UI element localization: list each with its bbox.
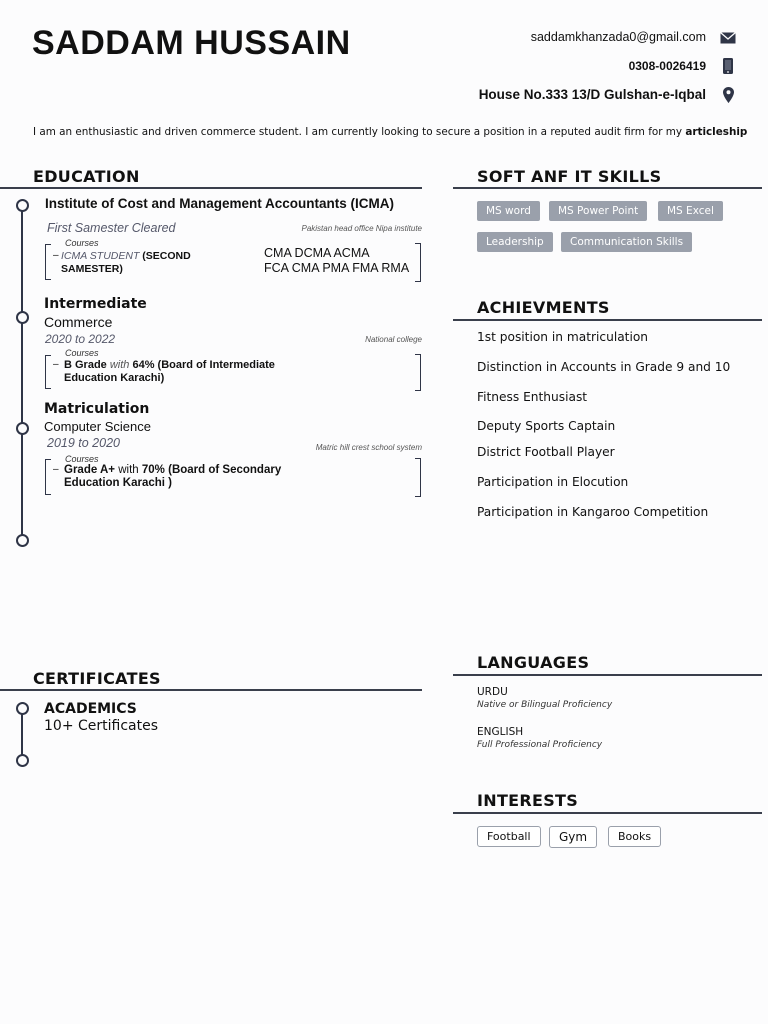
edu-intermediate-subtitle: Commerce: [44, 314, 113, 330]
email-text[interactable]: saddamkhanzada0@gmail.com: [530, 30, 706, 44]
courses-label: Courses: [65, 348, 99, 358]
resume-name: SADDAM HUSSAIN: [32, 24, 351, 62]
timeline-node: [16, 311, 29, 324]
edu-matric-dates: 2019 to 2020: [47, 436, 120, 450]
edu-icma-extra-1: CMA DCMA ACMA: [264, 246, 370, 260]
timeline-node: [16, 754, 29, 767]
education-rule: [0, 187, 422, 189]
interests-heading: INTERESTS: [477, 791, 579, 810]
language-name: ENGLISH: [477, 726, 524, 738]
edu-intermediate-title: Intermediate: [44, 296, 147, 312]
education-timeline: [21, 210, 23, 540]
timeline-node: [16, 534, 29, 547]
bracket-left: [45, 355, 51, 389]
interests-rule: [453, 812, 762, 814]
courses-label: Courses: [65, 454, 99, 464]
achievements-heading: ACHIEVMENTS: [477, 298, 610, 317]
timeline-node: [16, 422, 29, 435]
skills-heading: SOFT ANF IT SKILLS: [477, 167, 662, 186]
bracket-right: [415, 458, 421, 497]
edu-matric-location: Matric hill crest school system: [315, 443, 422, 452]
interest-tag: Football: [477, 826, 541, 847]
achievement-item: Participation in Elocution: [477, 475, 629, 489]
interest-tag: Gym: [549, 826, 597, 848]
skill-tag: MS word: [477, 201, 540, 221]
edu-matric-subtitle: Computer Science: [44, 419, 151, 434]
certificates-timeline: [21, 712, 23, 757]
bracket-left: [45, 459, 51, 495]
languages-heading: LANGUAGES: [477, 653, 590, 672]
achievement-item: Deputy Sports Captain: [477, 419, 616, 433]
summary-text: I am an enthusiastic and driven commerce student. I am currently looking to secure a position in a reputed audit firm for my articleship: [33, 126, 748, 138]
bracket-right: [415, 243, 421, 282]
skills-rule: [453, 187, 762, 189]
edu-intermediate-dates: 2020 to 2022: [45, 332, 116, 346]
edu-matric-title: Matriculation: [44, 401, 150, 417]
course-dash: –: [53, 464, 59, 475]
edu-intermediate-course: B Grade with 64% (Board of Intermediate Education Karachi): [64, 359, 275, 384]
edu-icma-location: Pakistan head office Nipa institute: [301, 224, 422, 233]
timeline-node: [16, 702, 29, 715]
skill-tag: MS Excel: [658, 201, 723, 221]
mail-icon: [720, 30, 736, 46]
courses-label: Courses: [65, 238, 99, 248]
education-heading: EDUCATION: [33, 167, 140, 186]
phone-text[interactable]: 0308-0026419: [628, 59, 706, 73]
edu-icma-subtitle: First Samester Cleared: [47, 221, 176, 235]
certificates-rule: [0, 689, 422, 691]
achievement-item: Participation in Kangaroo Competition: [477, 505, 709, 519]
language-name: URDU: [477, 686, 508, 698]
certificate-title: ACADEMICS: [44, 701, 137, 717]
phone-icon: [720, 58, 736, 74]
interest-tag: Books: [608, 826, 661, 847]
skill-tag: Leadership: [477, 232, 553, 252]
bracket-right: [415, 354, 421, 391]
achievement-item: 1st position in matriculation: [477, 330, 649, 344]
course-dash: –: [53, 250, 59, 261]
address-text: House No.333 13/D Gulshan-e-Iqbal: [478, 87, 706, 102]
skill-tag: MS Power Point: [549, 201, 647, 221]
achievements-rule: [453, 319, 762, 321]
certificate-subtitle: 10+ Certificates: [44, 718, 159, 734]
languages-rule: [453, 674, 762, 676]
location-pin-icon: [720, 87, 736, 103]
timeline-node: [16, 199, 29, 212]
achievement-item: District Football Player: [477, 445, 615, 459]
skill-tag: Communication Skills: [561, 232, 692, 252]
edu-icma-extra-2: FCA CMA PMA FMA RMA: [264, 261, 410, 275]
bracket-left: [45, 244, 51, 280]
edu-intermediate-location: National college: [365, 335, 422, 344]
edu-matric-course: Grade A+ with 70% (Board of Secondary Education Karachi ): [64, 464, 282, 489]
edu-icma-title: Institute of Cost and Management Accountants (ICMA): [45, 196, 395, 211]
achievement-item: Fitness Enthusiast: [477, 390, 588, 404]
certificates-heading: CERTIFICATES: [33, 669, 161, 688]
language-level: Native or Bilingual Proficiency: [477, 700, 613, 710]
edu-icma-course: ICMA STUDENT (SECOND SAMESTER): [61, 250, 191, 275]
achievement-item: Distinction in Accounts in Grade 9 and 10: [477, 360, 731, 374]
language-level: Full Professional Proficiency: [477, 740, 603, 750]
course-dash: –: [53, 359, 59, 370]
